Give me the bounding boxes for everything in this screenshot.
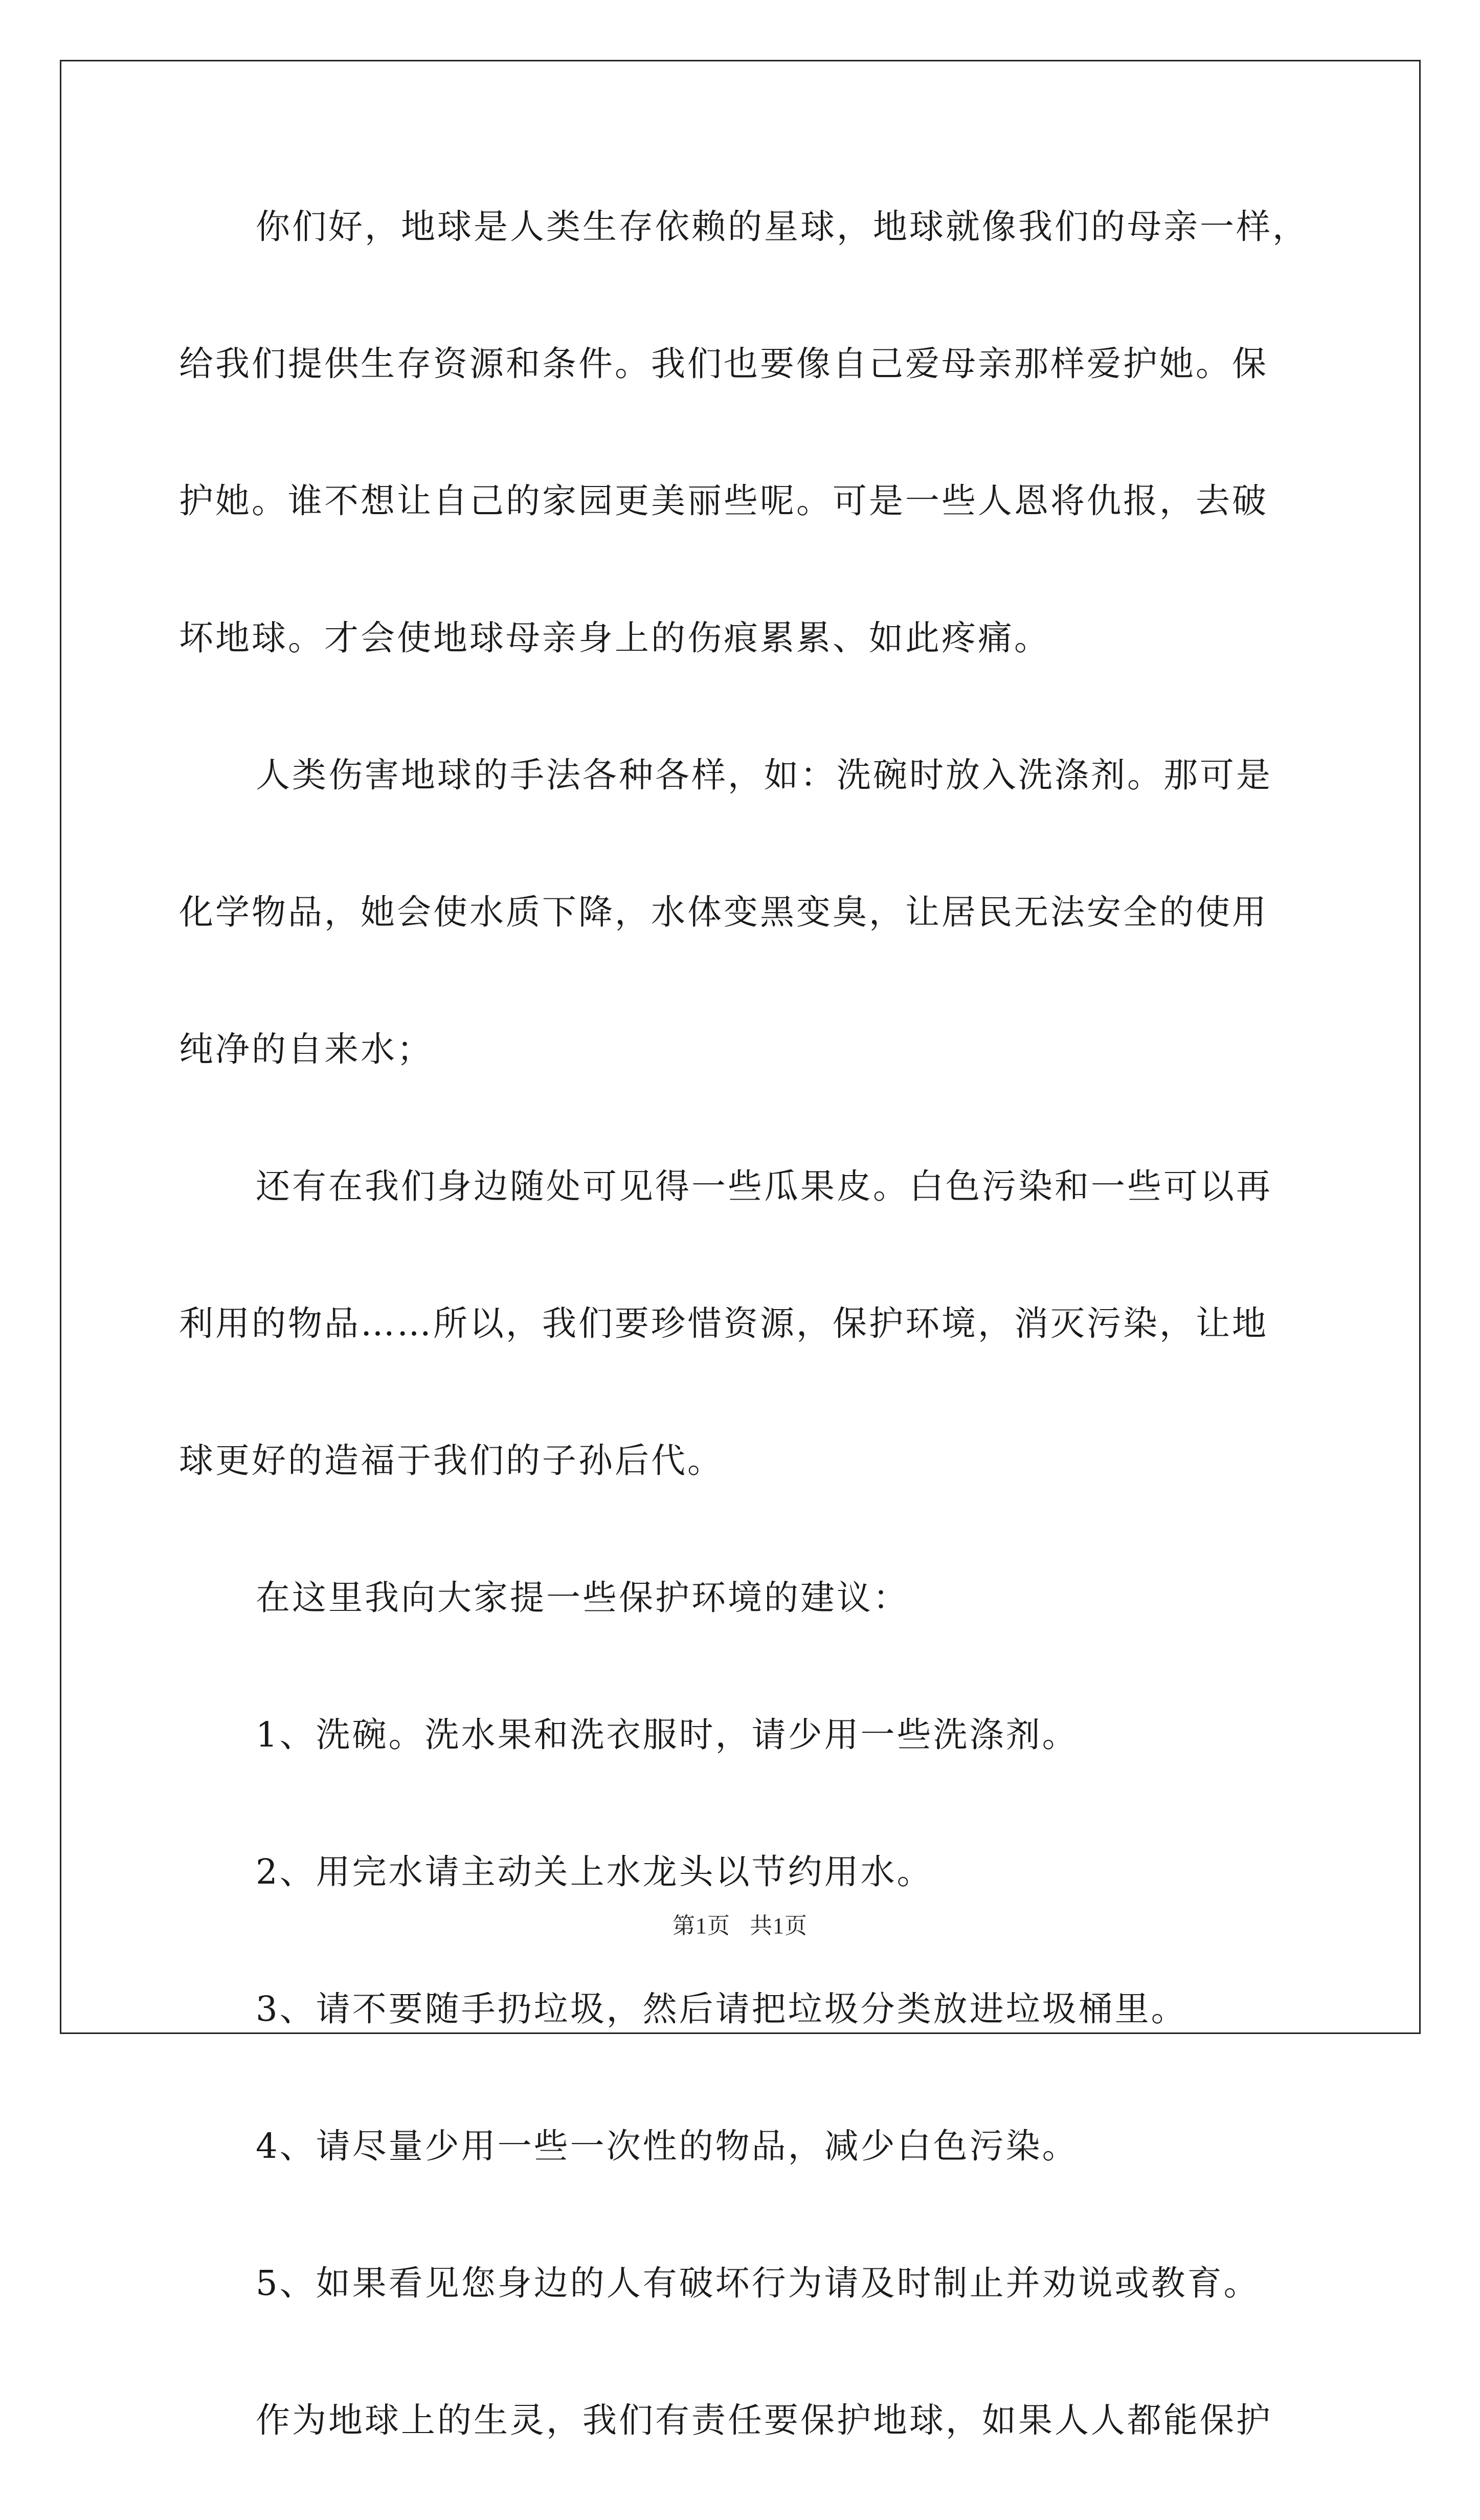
text-line-17: 作为地球上的生灵，我们有责任要保护地球，如果人人都能保护 [256,2400,1272,2440]
page-number-current: 第1页 [672,1913,730,1938]
text-line-13: 2、用完水请主动关上水龙头以节约用水。 [256,1852,933,1892]
text-line-2: 给我们提供生存资源和条件。我们也要像自己爱母亲那样爱护她。保 [179,344,1268,384]
page-number-total: 共1页 [750,1913,808,1938]
text-line-7: 纯净的自来水； [179,1029,433,1069]
text-line-11: 在这里我向大家提一些保护环境的建议： [256,1578,909,1618]
text-line-6: 化学物品，她会使水质下降，水体变黑变臭，让居民无法安全的使用 [179,892,1268,932]
text-line-16: 5、如果看见您身边的人有破坏行为请及时制止并劝说或教育。 [256,2263,1260,2303]
text-line-15: 4、请尽量少用一些一次性的物品，减少白色污染。 [256,2126,1079,2166]
text-line-10: 球更好的造福于我们的子孙后代。 [179,1441,724,1480]
text-line-4: 坏地球。才会使地球母亲身上的伤痕累累、如此疼痛。 [179,618,1050,658]
text-line-14: 3、请不要随手扔垃圾，然后请把垃圾分类放进垃圾桶里。 [256,1989,1187,2029]
text-line-12: 1、洗碗。洗水果和洗衣服时，请少用一些洗涤剂。 [256,1715,1079,1755]
text-line-5: 人类伤害地球的手法各种各样，如：洗碗时放入洗涤剂。那可是 [256,755,1272,795]
page-footer [0,1907,1480,1940]
text-line-1: 你们好，地球是人类生存依赖的星球，地球就像我们的母亲一样， [256,207,1309,247]
text-line-3: 护她。谁不想让自己的家园更美丽些呢。可是一些人恩将仇报，去破 [179,481,1268,521]
text-line-9: 利用的物品……所以，我们要珍惜资源，保护环境，消灭污染，让地 [179,1303,1268,1343]
document-body [179,189,1309,2520]
text-line-8: 还有在我们身边随处可见得一些瓜果皮。白色污染和一些可以再 [256,1166,1272,1206]
